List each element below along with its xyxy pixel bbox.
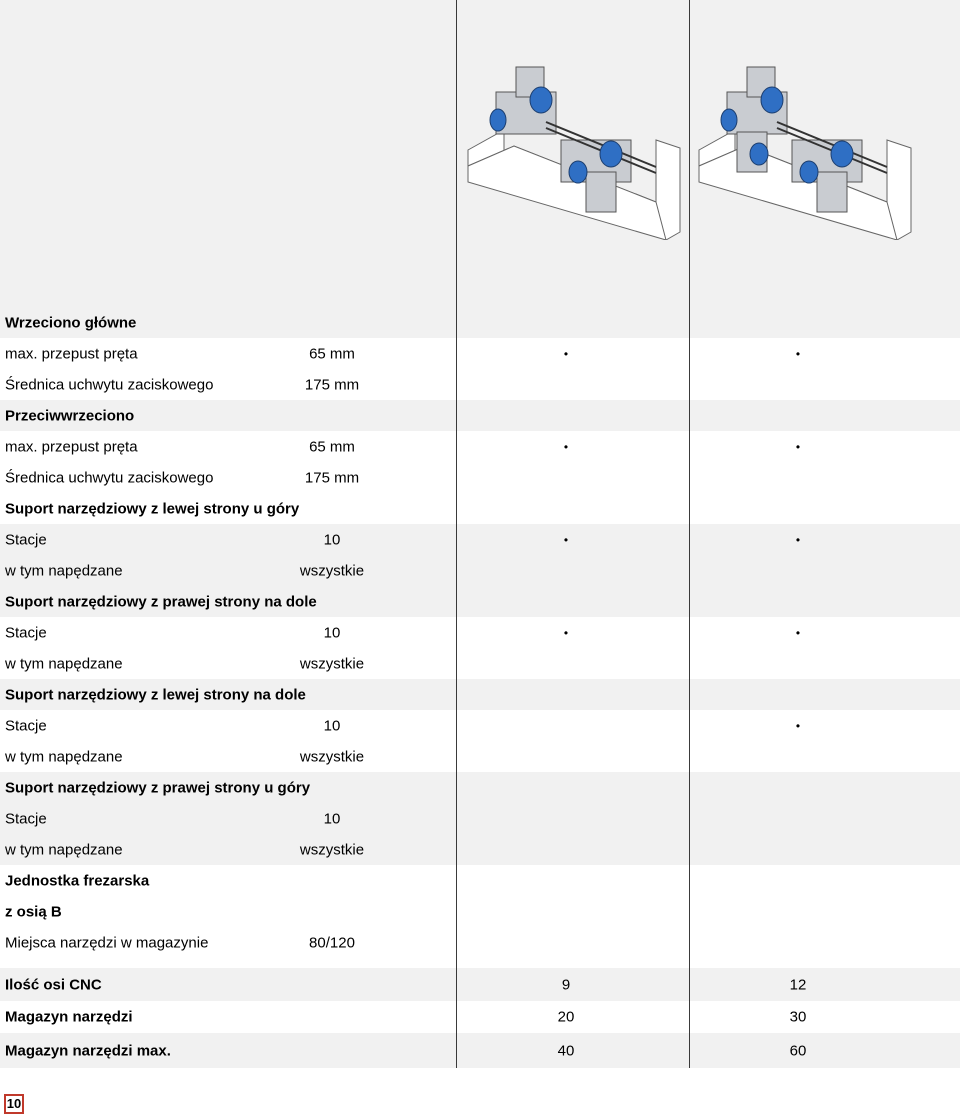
row-value: 10 xyxy=(323,717,341,734)
row-value: wszystkie xyxy=(299,655,365,672)
row-label: Średnica uchwytu zaciskowego xyxy=(5,376,214,393)
row-label: Stacje xyxy=(5,810,47,827)
table-row xyxy=(0,1001,960,1033)
row-label: Suport narzędziowy z prawej strony na dole xyxy=(5,593,317,610)
row-label: Średnica uchwytu zaciskowego xyxy=(5,469,214,486)
row-value: wszystkie xyxy=(299,748,365,765)
table-row xyxy=(0,927,960,958)
table-row xyxy=(0,865,960,896)
table-row xyxy=(0,555,960,586)
row-label: Suport narzędziowy z prawej strony u góry xyxy=(5,779,311,796)
column-1-cell: 40 xyxy=(557,1042,575,1059)
column-2-cell: 60 xyxy=(789,1042,807,1059)
column-2-cell: • xyxy=(795,346,801,361)
table-row xyxy=(0,524,960,555)
row-label: max. przepust pręta xyxy=(5,438,138,455)
column-2-cell: • xyxy=(795,439,801,454)
column-1-cell: • xyxy=(563,346,569,361)
column-1-cell: • xyxy=(563,532,569,547)
table-row xyxy=(0,1033,960,1068)
row-label: w tym napędzane xyxy=(5,655,123,672)
row-value: wszystkie xyxy=(299,841,365,858)
row-label: Przeciwwrzeciono xyxy=(5,407,135,424)
table-row xyxy=(0,834,960,865)
row-label: Wrzeciono główne xyxy=(5,314,137,331)
table-row xyxy=(0,648,960,679)
row-value: 65 mm xyxy=(309,438,355,455)
table-row xyxy=(0,710,960,741)
column-2-cell: • xyxy=(795,718,801,733)
row-value: 10 xyxy=(323,531,341,548)
row-label: Suport narzędziowy z lewej strony na dole xyxy=(5,686,306,703)
table-row xyxy=(0,679,960,710)
row-label: Magazyn narzędzi xyxy=(5,1008,133,1026)
row-label: Stacje xyxy=(5,717,47,734)
column-divider-2 xyxy=(689,0,690,1068)
machine-illustration-right xyxy=(697,62,917,240)
row-value: wszystkie xyxy=(299,562,365,579)
table-row xyxy=(0,803,960,834)
table-row xyxy=(0,772,960,803)
row-value: 10 xyxy=(323,810,341,827)
row-label: Magazyn narzędzi max. xyxy=(5,1042,171,1059)
table-row xyxy=(0,338,960,369)
table-row xyxy=(0,307,960,338)
column-2-cell: • xyxy=(795,532,801,547)
column-2-cell: 30 xyxy=(789,1008,807,1026)
table-row xyxy=(0,968,960,1001)
table-row xyxy=(0,617,960,648)
column-1-cell: • xyxy=(563,439,569,454)
table-row xyxy=(0,369,960,400)
table-row xyxy=(0,586,960,617)
row-label: Jednostka frezarska xyxy=(5,872,150,889)
column-2-cell: 12 xyxy=(789,976,807,993)
row-value: 80/120 xyxy=(309,934,355,951)
column-1-cell: • xyxy=(563,625,569,640)
table-row xyxy=(0,896,960,927)
row-label: w tym napędzane xyxy=(5,841,123,858)
table-row xyxy=(0,431,960,462)
row-value: 175 mm xyxy=(304,469,360,486)
row-value: 175 mm xyxy=(304,376,360,393)
column-1-cell: 9 xyxy=(561,976,571,993)
machine-illustration-left xyxy=(466,62,686,240)
row-value: 10 xyxy=(323,624,341,641)
row-label: Stacje xyxy=(5,531,47,548)
row-value: 65 mm xyxy=(309,345,355,362)
row-label: w tym napędzane xyxy=(5,748,123,765)
table-row xyxy=(0,400,960,431)
row-label: Miejsca narzędzi w magazynie xyxy=(5,934,209,951)
row-label: Stacje xyxy=(5,624,47,641)
table-row xyxy=(0,462,960,493)
row-label: Ilość osi CNC xyxy=(5,976,102,993)
table-row xyxy=(0,493,960,524)
table-row xyxy=(0,741,960,772)
row-label: max. przepust pręta xyxy=(5,345,138,362)
column-2-cell: • xyxy=(795,625,801,640)
row-label: w tym napędzane xyxy=(5,562,123,579)
column-1-cell: 20 xyxy=(557,1008,575,1026)
row-label: z osią B xyxy=(5,903,62,920)
column-divider-1 xyxy=(456,0,457,1068)
row-label: Suport narzędziowy z lewej strony u góry xyxy=(5,500,300,517)
page-number: 10 xyxy=(4,1094,24,1114)
